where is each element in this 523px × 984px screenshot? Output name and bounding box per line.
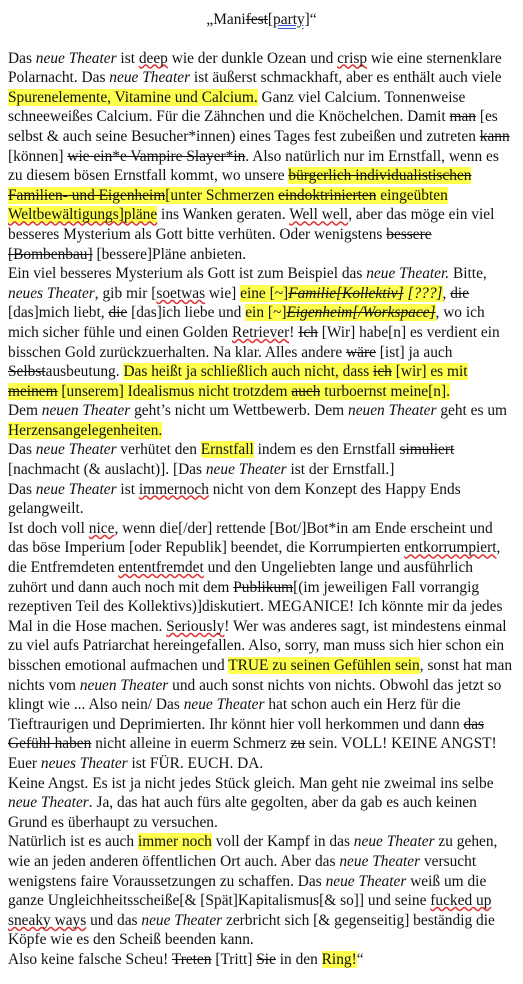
italic-text: Familie[Kollektiv] (288, 284, 404, 302)
highlighted-text: Herzensangelegenheiten. (8, 421, 163, 439)
text-run (206, 461, 287, 478)
document-title (8, 10, 515, 30)
text-run (354, 833, 435, 850)
text-run: Also keine falsche Scheu! (8, 950, 172, 968)
text-run: zu gehen, wie an jeden anderen öffentlichen Ort auch. Aber das (8, 833, 498, 870)
text-run: wie der dunkle Ozean und (167, 49, 338, 67)
title-closing-quote: “ (309, 11, 317, 28)
paragraph (8, 401, 515, 440)
paragraph (8, 49, 515, 265)
italic-text: neue Theater (141, 911, 223, 929)
deleted-text: das Gefühl haben (8, 715, 485, 753)
text-run: verhütet den (116, 441, 201, 459)
text-run: geht’s nicht um Wettbewerb. Dem (130, 402, 348, 420)
text-run: [das]mich liebt, (8, 304, 109, 322)
deleted-text: Publikum (233, 578, 294, 596)
highlighted-deleted-text (286, 304, 435, 321)
paragraph (8, 774, 515, 833)
text-run (184, 696, 265, 713)
highlighted-text: TRUE zu seinen Gefühlen sein (228, 657, 420, 674)
highlighted-text: Das heißt ja schließlich auch nicht, dass (123, 363, 374, 381)
highlighted-text: immer noch (137, 833, 212, 851)
italic-text: neuen Theater (41, 402, 131, 420)
text-run: in den (275, 950, 322, 968)
text-run (36, 481, 117, 498)
italic-text: neue Theater (353, 833, 435, 851)
highlighted-text: eine [~] (240, 284, 289, 302)
text-run: sein. VOLL! KEINE ANGST! Euer (8, 735, 497, 772)
text-run (326, 873, 407, 890)
title-struck-text: fest (245, 11, 268, 28)
deleted-text: Treten (171, 950, 212, 968)
text-run: [Wir] habe[n] es verdient ein bisschen Gold zurückzuerhalten. Na klar. Alles andere (8, 323, 500, 361)
text-run (109, 69, 190, 86)
text-run: Keine Angst. Es ist ja nicht jedes Stück gleich. Man geht nie zweimal ins selbe (8, 774, 494, 792)
text-run (141, 912, 222, 929)
text-run: nicht von dem Konzept des Happy Ends gelangweilt. (8, 480, 461, 518)
text-run: wie] (205, 284, 241, 302)
text-run (36, 441, 117, 458)
highlighted-text: eingeübten (376, 186, 448, 204)
text-run (348, 402, 436, 419)
highlighted-deleted-text: auch (291, 382, 321, 400)
text-run: . Ja, das hat auch fürs alte gegolten, aber da gab es auch keinen Grund es überhaupt zu versuchen. (8, 794, 477, 831)
spellcheck-flagged-text: immernoch (138, 480, 209, 498)
text-run: [(im jeweiligen Fall vorrangig rezeptiven Teil des Kollektivs)]diskutiert. MEGANICE! Ich könnte mir da jedes Mal in die Hose machen. (8, 578, 503, 635)
italic-text: neue Theater (183, 696, 265, 714)
text-run: indem es den Ernstfall (253, 441, 400, 459)
italic-text: neue Theater. (366, 265, 450, 283)
paragraph (8, 264, 515, 401)
deleted-text: man (449, 108, 476, 126)
paragraph (8, 832, 515, 950)
text-run: und das (86, 911, 142, 929)
text-run: [Tritt] (211, 950, 257, 968)
spellcheck-flagged-text: ententfremdet (118, 559, 204, 577)
text-run: . Also natürlich nur im Ernstfall, wenn es zu diesem bösen Ernstfall kommt, wo unsere (8, 147, 499, 185)
text-run: Ganz viel Calcium. Tonnenweise schneeweißes Calcium. Für die Zähnchen und die Knöchelchen. Damit (8, 88, 466, 126)
spellcheck-flagged-text: fucked up sneaky ways (8, 892, 492, 929)
italic-text: neue Theater (109, 69, 191, 87)
text-run: [bessere]Pläne anbieten. (92, 245, 247, 263)
spellcheck-flagged-text: deep (138, 49, 168, 67)
text-run: [können] (8, 147, 68, 165)
text-run: ist der Ernstfall.] (286, 461, 395, 479)
text-run: [es selbst & auch seine Besucher*innen) eines Tages fest zubeißen und zutreten (8, 108, 498, 145)
italic-text: neues Theater (40, 754, 128, 772)
spellcheck-flagged-text: Well well (289, 206, 349, 224)
highlighted-deleted-text: eindoktrinierten (278, 186, 377, 204)
text-run: , aber das möge ein viel besseres Mysterium als Gott bitte verhüten. Oder wenigstens (8, 206, 495, 243)
text-run: ! Wer was anderes sagt, ist mindestens einmal zu viel aufs Patriarchat hereingefallen. Also, sorry, man muss sich hier schon ein bisschen emotional aufmachen und (8, 617, 507, 674)
italic-text: neues Theater (8, 284, 95, 302)
text-run (8, 285, 95, 302)
text-run: und den Ungeliebten lange und ausführlich zuhört und dann auch noch mit dem (8, 559, 473, 596)
text-run: versucht wenigstens faire Voraussetzungen zu schaffen. Das (8, 852, 477, 890)
spellcheck-flagged-text: crisp (337, 49, 368, 67)
text-run (80, 677, 168, 694)
deleted-text: Sie (256, 950, 276, 968)
italic-text: [???] (403, 284, 443, 302)
paragraph (8, 480, 515, 519)
highlighted-deleted-text: meinem (8, 382, 58, 400)
document-body (8, 49, 515, 970)
highlighted-text (404, 285, 443, 302)
highlighted-deleted-text: ich (373, 363, 392, 381)
text-run: ! (289, 323, 299, 341)
highlighted-text: ein [~] (245, 304, 287, 322)
text-run (339, 853, 420, 870)
text-run: , sonst hat man nichts vom (8, 657, 513, 694)
highlighted-text: Ring! (321, 950, 357, 968)
text-run: [ist] ja auch (375, 343, 453, 361)
text-run: “ (356, 950, 364, 968)
italic-text: neue Theater (205, 461, 287, 479)
highlighted-deleted-text: bürgerlich individualistischen Familien- und Eigenheim (8, 167, 472, 204)
italic-text: neue Theater (339, 852, 421, 870)
deleted-text: bessere [Bombenbau] (8, 225, 432, 263)
highlighted-text: Ernstfall (200, 441, 254, 459)
highlighted-text: [wir] es mit (391, 363, 468, 381)
highlighted-deleted-text (288, 285, 403, 302)
text-run (8, 794, 89, 811)
text-run (42, 402, 130, 419)
text-run: Das (8, 480, 36, 498)
text-run: ist (116, 480, 139, 498)
deleted-text: kann (479, 127, 510, 145)
highlighted-text: Spurenelemente, Vitamine und Calcium. (8, 88, 258, 106)
text-run: [nachmacht (& auslacht)]. [Das (8, 461, 206, 479)
deleted-text: wie ein*e Vampire Slayer*in (67, 147, 246, 165)
italic-text: neue Theater (35, 480, 117, 498)
highlighted-text: Weltbewältigungs]pläne (8, 206, 158, 224)
italic-text: neue Theater (35, 441, 117, 459)
text-run: Bitte, (449, 265, 487, 283)
text-run: , gib mir [ (94, 284, 157, 302)
italic-text: neuen Theater (348, 402, 437, 420)
spellcheck-flagged-text: Seriously (166, 617, 225, 635)
text-run: ist äußerst schmackhaft, aber es enthält auch viele (190, 69, 502, 87)
text-run: und auch sonst nichts von nichts. Obwohl das jetzt so klingt wie ... Also nein/ Das (8, 676, 502, 714)
text-run: nicht alleine in euerm Schmerz (91, 735, 291, 753)
italic-text: neue Theater (35, 49, 117, 67)
italic-text: Eigenheim[/Workspace] (286, 304, 436, 322)
text-run: ist FÜR. EUCH. DA. (127, 754, 264, 772)
highlighted-text: [unter Schmerzen (165, 186, 279, 204)
deleted-text: wäre (346, 343, 376, 361)
deleted-text: Ich (298, 323, 318, 341)
text-run: Ein viel besseres Mysterium als Gott ist zum Beispiel das (8, 265, 367, 283)
text-run (36, 50, 117, 67)
text-run: wie eine sternenklare Polarnacht. Das (8, 49, 502, 87)
spellcheck-flagged-text: nice (88, 519, 115, 537)
text-run: zerbricht sich [& gegenseitig] beständig die Köpfe wie es den Scheiß beenden kann. (8, 911, 495, 949)
spellcheck-flagged-text: soetwas (156, 284, 206, 302)
text-run: Natürlich ist es auch (8, 833, 138, 851)
text-run: weiß um die ganze Ungleichheitsscheiße[& [Spät]Kapitalismus[& so]] und seine (8, 872, 487, 910)
title-insert-text: [party] (267, 11, 310, 28)
deleted-text: simuliert (399, 441, 455, 459)
text-run: Das (8, 441, 36, 459)
text-run: , die Entfremdeten (8, 539, 501, 577)
paragraph (8, 950, 515, 970)
deleted-text: zu (290, 735, 306, 753)
text-run: hat schon auch ein Herz für die Tieftraurigen und Deprimierten. Ihr könnt hier voll herkommen und dann (8, 696, 464, 733)
italic-text: neue Theater (8, 794, 89, 812)
paragraph (8, 519, 515, 774)
text-run: Ist doch voll (8, 519, 89, 537)
deleted-text: Selbst (8, 363, 46, 381)
italic-text: neue Theater (325, 872, 407, 890)
spellcheck-flagged-text: entkorrumpiert (404, 539, 497, 557)
text-run: , wo ich mich sicher fühle und einen Golden (8, 304, 485, 341)
deleted-text: die (108, 304, 128, 322)
highlighted-text: turboernst meine[n]. (320, 382, 450, 400)
text-run: geht es um (436, 402, 508, 420)
text-run (41, 755, 128, 772)
deleted-text: die (450, 284, 470, 302)
text-run: Das (8, 49, 36, 67)
paragraph (8, 440, 515, 479)
text-run: [das]ich liebe und (127, 304, 246, 322)
text-run: ist (116, 49, 139, 67)
text-run: , wenn die[/der] rettende [Bot/]Bot*in am Ende erscheint und das böse Imperium [oder Republik] beendet, die Korrumpierten (8, 519, 493, 557)
text-run: Dem (8, 402, 42, 420)
text-run: ausbeutung. (45, 363, 124, 381)
text-run: ins Wanken geraten. (157, 206, 290, 224)
title-text: „Mani (206, 11, 246, 28)
text-run: , (442, 284, 451, 302)
spellcheck-flagged-text: Retriever (231, 323, 290, 341)
text-run (366, 265, 449, 282)
highlighted-text: [unserem] Idealismus nicht trotzdem (57, 382, 292, 400)
text-run: voll der Kampf in das (211, 833, 354, 851)
italic-text: neuen Theater (79, 676, 169, 694)
